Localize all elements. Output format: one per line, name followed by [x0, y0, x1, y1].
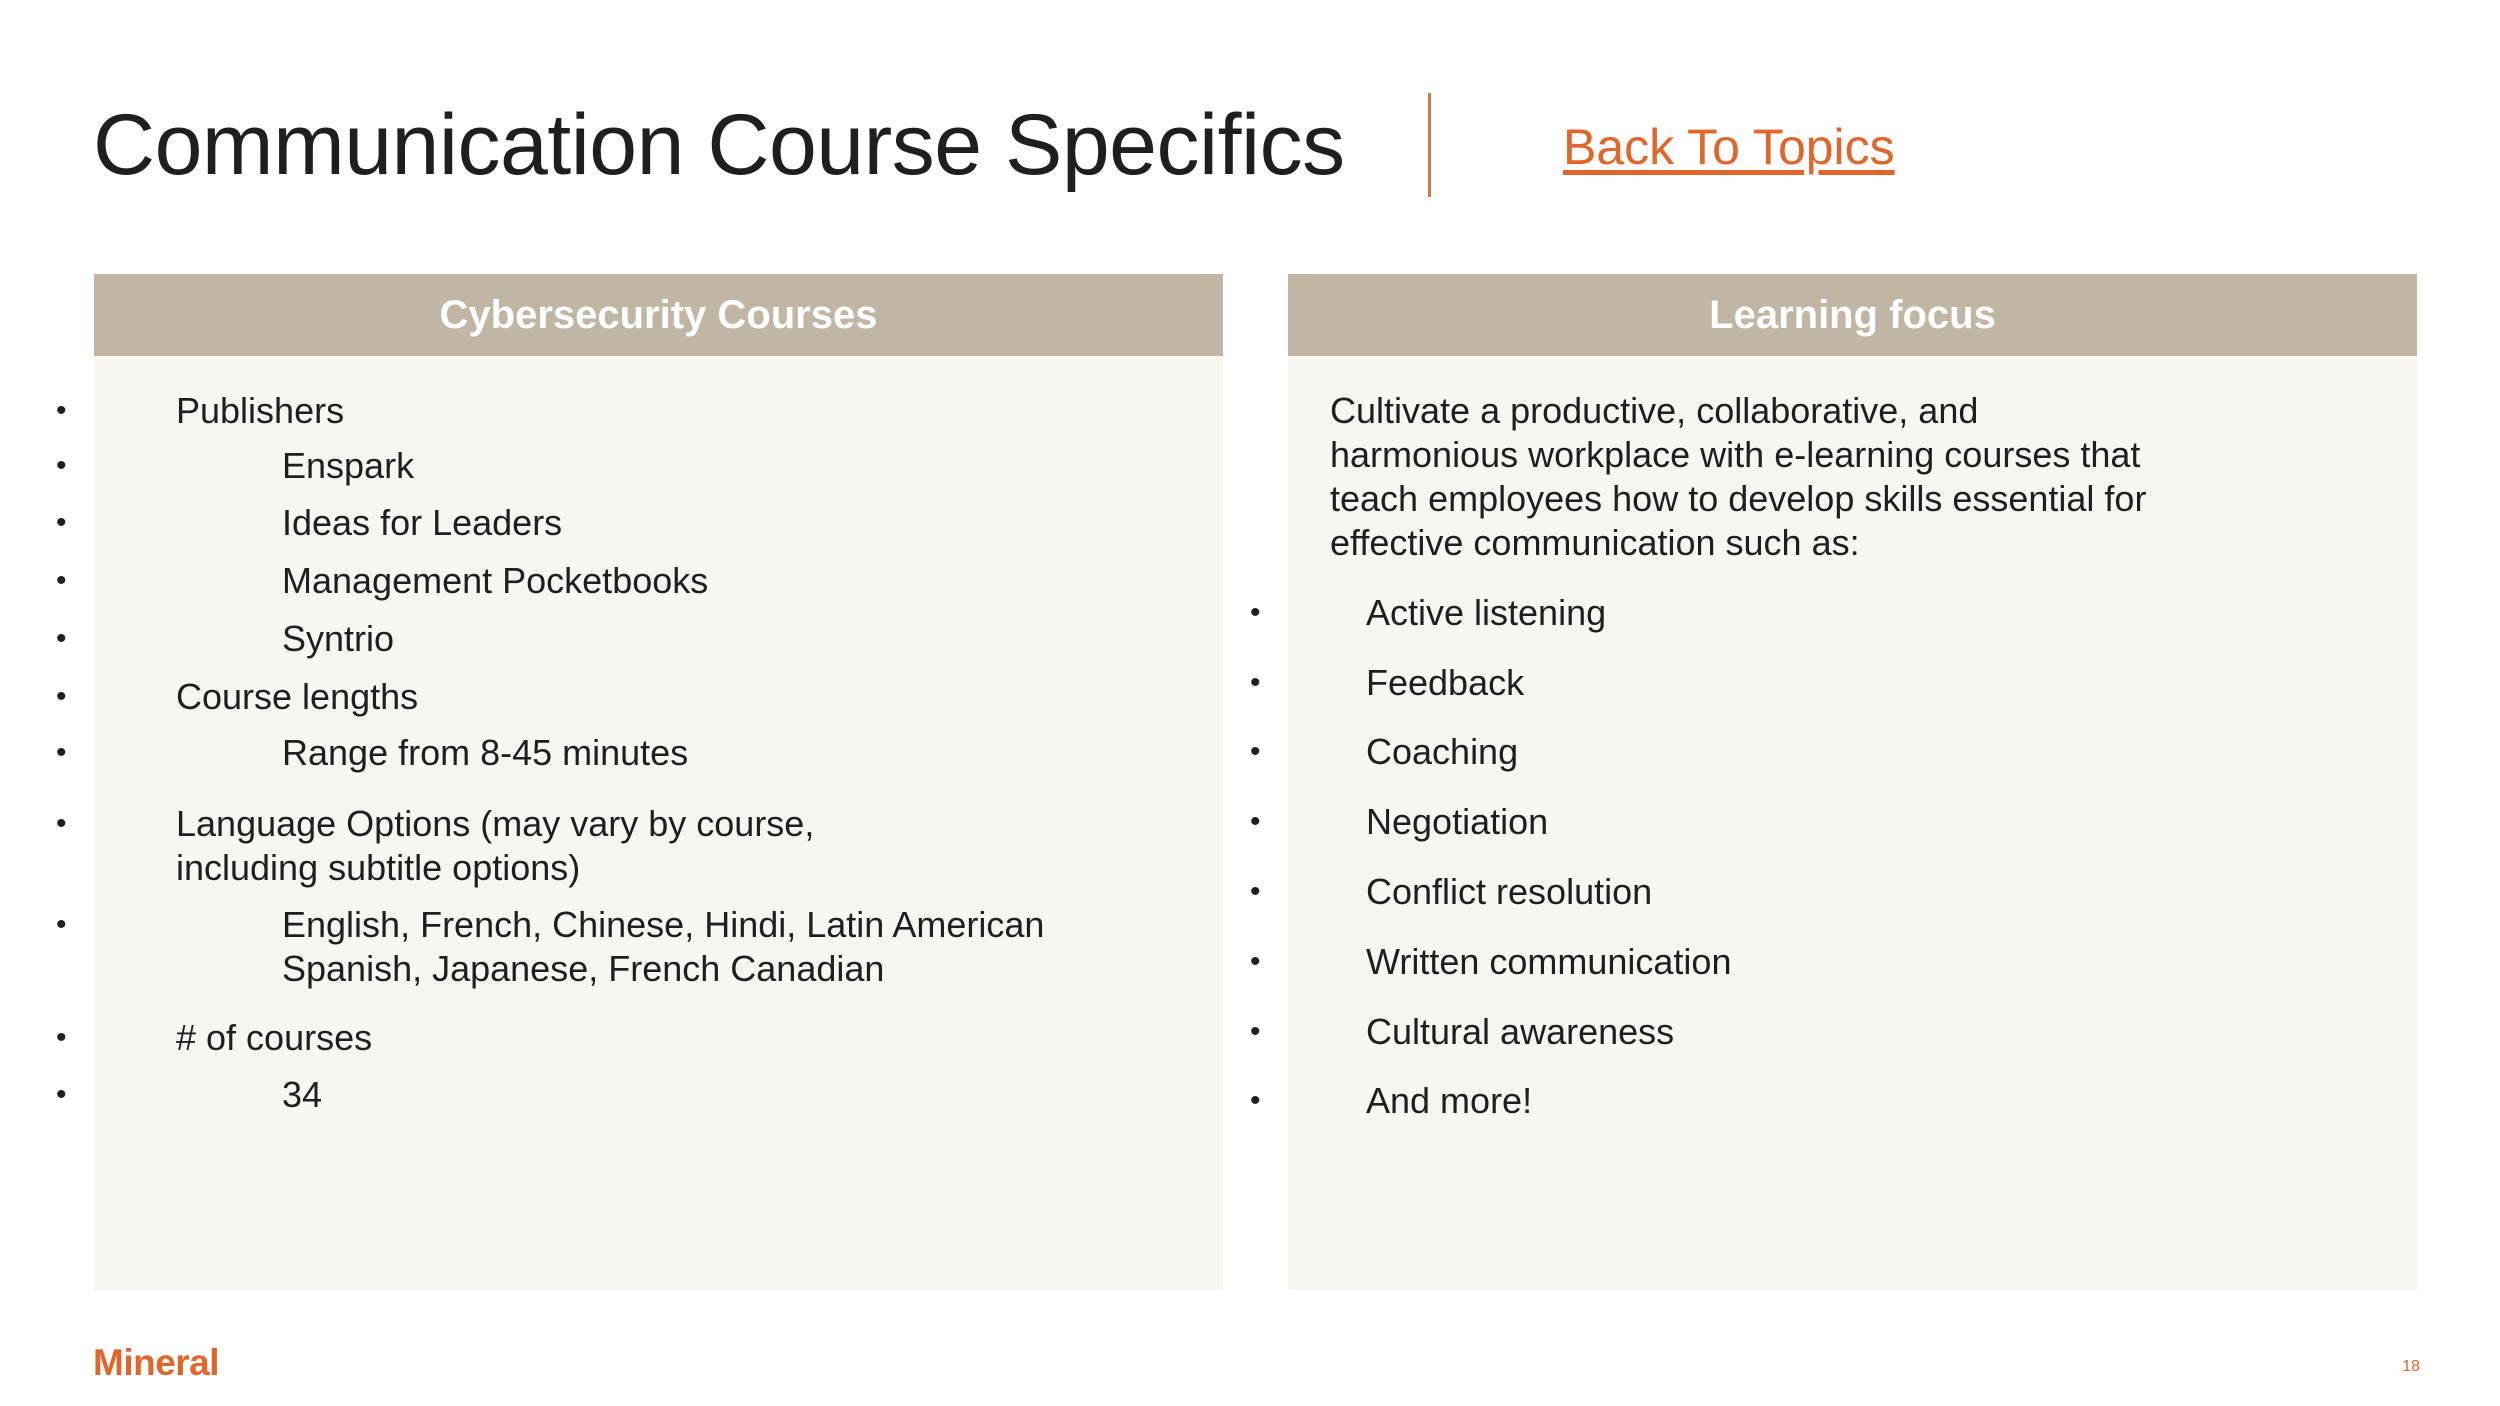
- list-item-publishers: • Publishers: [94, 389, 1223, 433]
- back-to-topics-link[interactable]: Back To Topics: [1563, 119, 1895, 175]
- learning-focus-panel: [1288, 274, 2417, 1290]
- cybersecurity-courses-panel: [94, 274, 1223, 1290]
- list-item: • Negotiation: [1288, 800, 2417, 844]
- bullet-list: [94, 389, 1223, 1117]
- intro-paragraph: Cultivate a productive, collaborative, and harmonious workplace with e-learning courses that teach employees how to develop skills essential for effective communication such as:: [1330, 390, 2147, 563]
- page-number: 18: [2402, 1358, 2420, 1375]
- list-item: • Conflict resolution: [1288, 870, 2417, 914]
- panel-body: [1288, 356, 2417, 1123]
- panel-body: [94, 389, 1223, 1117]
- title-divider: [1428, 93, 1431, 197]
- list-item: • And more!: [1288, 1079, 2417, 1123]
- list-item: • Cultural awareness: [1288, 1010, 2417, 1054]
- list-item: • Syntrio: [94, 617, 1223, 661]
- list-item: • Feedback: [1288, 661, 2417, 705]
- list-item: • 34: [94, 1073, 1223, 1117]
- list-item: • Range from 8-45 minutes: [94, 731, 1223, 775]
- list-item-course-lengths: • Course lengths: [94, 675, 1223, 719]
- list-item: • Coaching: [1288, 730, 2417, 774]
- list-item: • English, French, Chinese, Hindi, Latin American Spanish, Japanese, French Canadian: [94, 903, 1102, 991]
- list-item: • Written communication: [1288, 940, 2417, 984]
- page-title: Communication Course Specifics: [93, 97, 1345, 193]
- list-item: • Ideas for Leaders: [94, 501, 1223, 545]
- skills-list: [1288, 591, 2417, 1123]
- list-item: • Active listening: [1288, 591, 2417, 635]
- list-item: • Enspark: [94, 444, 1223, 488]
- panel-heading: Learning focus: [1288, 274, 2417, 356]
- list-item: • Management Pocketbooks: [94, 559, 1223, 603]
- list-item-language-options: • Language Options (may vary by course, including subtitle options): [94, 802, 856, 890]
- list-item-course-count: • # of courses: [94, 1016, 1223, 1060]
- mineral-logo: Mineral: [93, 1342, 220, 1383]
- panel-heading: Cybersecurity Courses: [94, 274, 1223, 356]
